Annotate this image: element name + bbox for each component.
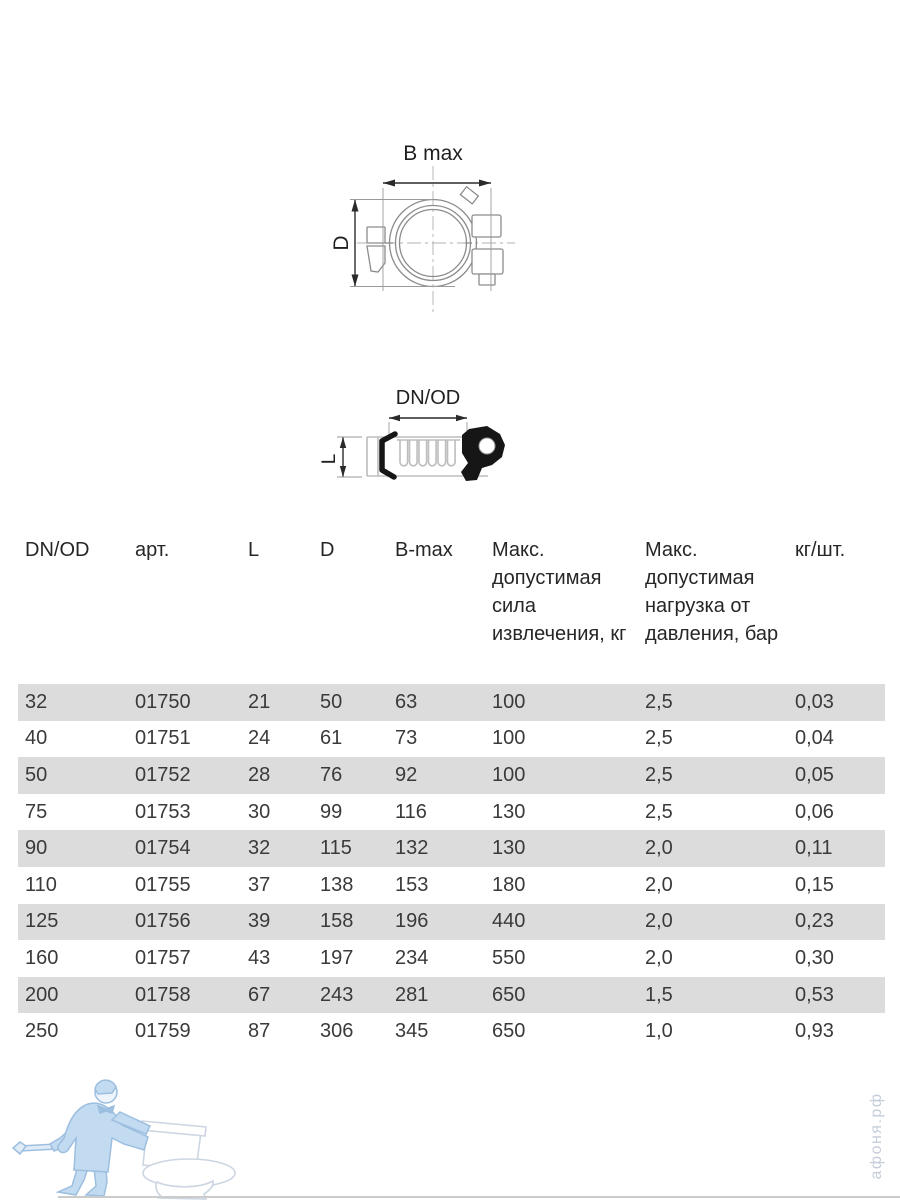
cell-max-pressure: 1,5 xyxy=(645,983,673,1006)
cell-max-pressure: 2,0 xyxy=(645,873,673,896)
cell-kg-per-pc: 0,04 xyxy=(795,727,834,750)
l-dimension xyxy=(337,437,362,477)
cell-kg-per-pc: 0,93 xyxy=(795,1020,834,1043)
plumber-watermark-logo xyxy=(8,1076,248,1200)
cell-d: 115 xyxy=(320,837,352,860)
cell-l: 32 xyxy=(248,837,271,860)
column-header-max-pull-force: Макс. допустимая сила извлечения, кг xyxy=(492,539,627,645)
cell-dn-od: 50 xyxy=(25,763,48,786)
cell-max-pull-force: 440 xyxy=(492,910,526,933)
cell-dn-od: 125 xyxy=(25,910,59,933)
table-header xyxy=(18,536,885,648)
cell-l: 67 xyxy=(248,983,271,1006)
cell-max-pressure: 2,5 xyxy=(645,690,673,713)
cell-kg-per-pc: 0,11 xyxy=(795,837,833,860)
clamp-side-view-drawing xyxy=(310,380,520,498)
cell-d: 138 xyxy=(320,873,354,896)
cell-kg-per-pc: 0,23 xyxy=(795,910,834,933)
cell-l: 43 xyxy=(248,946,271,969)
cell-b-max: 345 xyxy=(395,1020,429,1043)
cell-b-max: 63 xyxy=(395,690,418,713)
cell-d: 50 xyxy=(320,690,343,713)
table-row xyxy=(18,794,885,831)
table-row xyxy=(18,1013,885,1050)
table-body xyxy=(18,684,885,1050)
plumber-figure xyxy=(13,1080,150,1196)
cell-dn-od: 110 xyxy=(25,873,57,896)
column-header-b-max: B-max xyxy=(395,539,453,561)
column-header-d: D xyxy=(320,539,335,561)
right-locking-cam xyxy=(461,426,505,481)
cell-l: 24 xyxy=(248,727,271,750)
d-dimension-label: D xyxy=(330,235,353,251)
table-row xyxy=(18,904,885,941)
cell-l: 37 xyxy=(248,873,271,896)
cell-dn-od: 75 xyxy=(25,800,48,823)
table-row xyxy=(18,721,885,758)
table-row xyxy=(18,684,885,721)
left-clamp-bracket xyxy=(382,434,395,477)
cell-art: 01754 xyxy=(135,837,191,860)
cell-b-max: 92 xyxy=(395,763,418,786)
l-dimension-label: L xyxy=(319,453,340,465)
cell-b-max: 116 xyxy=(395,800,427,823)
cell-art: 01756 xyxy=(135,910,191,933)
cell-dn-od: 250 xyxy=(25,1020,59,1043)
cell-b-max: 132 xyxy=(395,837,429,860)
left-lug xyxy=(367,227,393,272)
site-watermark-text: афоня.рф xyxy=(868,1092,885,1180)
cell-b-max: 234 xyxy=(395,946,429,969)
cell-kg-per-pc: 0,53 xyxy=(795,983,834,1006)
cell-max-pull-force: 130 xyxy=(492,800,526,823)
cell-l: 21 xyxy=(248,690,271,713)
cell-max-pull-force: 100 xyxy=(492,690,526,713)
cell-kg-per-pc: 0,03 xyxy=(795,690,834,713)
cell-kg-per-pc: 0,30 xyxy=(795,946,834,969)
cell-d: 197 xyxy=(320,946,354,969)
table-row xyxy=(18,977,885,1014)
cell-art: 01751 xyxy=(135,727,191,750)
cell-max-pull-force: 650 xyxy=(492,983,526,1006)
cell-d: 243 xyxy=(320,983,354,1006)
cell-dn-od: 160 xyxy=(25,946,59,969)
toilet-drawing xyxy=(141,1121,235,1199)
cell-d: 61 xyxy=(320,727,343,750)
dn-od-dimension xyxy=(389,415,467,436)
cell-b-max: 73 xyxy=(395,727,418,750)
cell-d: 158 xyxy=(320,910,354,933)
cell-max-pressure: 1,0 xyxy=(645,1020,673,1043)
right-bolt-lug xyxy=(465,215,503,285)
column-header-dn-od: DN/OD xyxy=(25,539,90,561)
cell-max-pressure: 2,5 xyxy=(645,763,673,786)
hinge-tab xyxy=(460,187,478,204)
cell-art: 01755 xyxy=(135,873,191,896)
cell-art: 01753 xyxy=(135,800,191,823)
cell-max-pull-force: 550 xyxy=(492,946,526,969)
cell-max-pull-force: 650 xyxy=(492,1020,526,1043)
cell-dn-od: 32 xyxy=(25,690,48,713)
cell-max-pressure: 2,5 xyxy=(645,800,673,823)
bottom-divider xyxy=(58,1196,900,1198)
cell-dn-od: 40 xyxy=(25,727,48,750)
grip-teeth xyxy=(397,440,460,466)
column-header-kg-per-pc: кг/шт. xyxy=(795,539,846,561)
cell-art: 01752 xyxy=(135,763,191,786)
cell-dn-od: 200 xyxy=(25,983,59,1006)
b-max-dimension-label: B max xyxy=(403,142,463,165)
cell-max-pressure: 2,0 xyxy=(645,837,673,860)
cell-dn-od: 90 xyxy=(25,837,48,860)
cell-max-pressure: 2,0 xyxy=(645,910,673,933)
cell-b-max: 153 xyxy=(395,873,429,896)
cell-l: 28 xyxy=(248,763,271,786)
table-row xyxy=(18,757,885,794)
cell-b-max: 196 xyxy=(395,910,429,933)
cell-l: 39 xyxy=(248,910,271,933)
cell-max-pressure: 2,0 xyxy=(645,946,673,969)
table-row xyxy=(18,830,885,867)
cell-l: 30 xyxy=(248,800,271,823)
column-header-l: L xyxy=(248,539,260,561)
cell-art: 01758 xyxy=(135,983,191,1006)
cell-max-pull-force: 100 xyxy=(492,727,526,750)
cell-art: 01759 xyxy=(135,1020,191,1043)
table-row xyxy=(18,940,885,977)
column-header-max-pressure: Макс. допустимая нагрузка от давления, бар xyxy=(645,539,779,645)
cell-art: 01750 xyxy=(135,690,191,713)
cell-d: 99 xyxy=(320,800,343,823)
dn-od-dimension-label: DN/OD xyxy=(395,387,461,409)
cell-max-pull-force: 130 xyxy=(492,837,526,860)
cell-l: 87 xyxy=(248,1020,271,1043)
cell-d: 306 xyxy=(320,1020,354,1043)
cell-d: 76 xyxy=(320,763,343,786)
cell-kg-per-pc: 0,05 xyxy=(795,763,834,786)
table-row xyxy=(18,867,885,904)
cell-kg-per-pc: 0,15 xyxy=(795,873,834,896)
cell-max-pull-force: 180 xyxy=(492,873,526,896)
cell-kg-per-pc: 0,06 xyxy=(795,800,834,823)
cell-art: 01757 xyxy=(135,946,191,969)
clamp-front-view-drawing xyxy=(305,128,575,318)
column-header-art: арт. xyxy=(135,539,170,561)
cell-max-pull-force: 100 xyxy=(492,763,526,786)
cell-b-max: 281 xyxy=(395,983,429,1006)
cell-max-pressure: 2,5 xyxy=(645,727,673,750)
